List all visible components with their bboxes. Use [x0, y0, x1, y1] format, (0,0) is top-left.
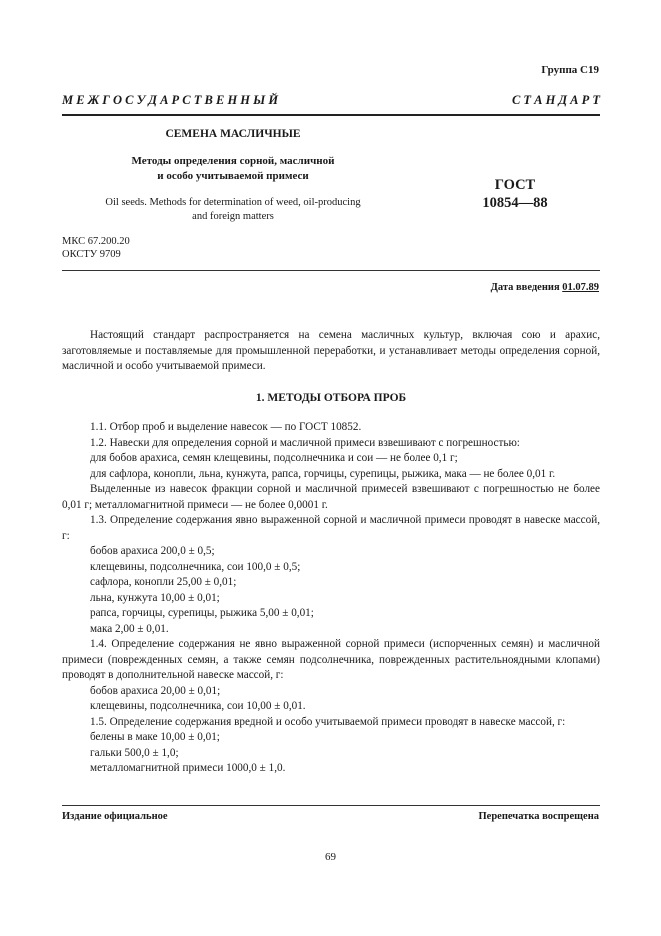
clause-1-3-item: льна, кунжута 10,00 ± 0,01;: [90, 591, 220, 604]
clause-1-1: 1.1. Отбор проб и выделение навесок — по ГОСТ 10852.: [90, 421, 362, 433]
intro-paragraph: Настоящий стандарт распространяется на семена масличных культур, включая сою и арахис, заготовляемые и поставляемые для промышленной переработки, и устанавливает методы определения сорной, масличной и особо учитываемой примеси.: [62, 329, 600, 372]
heading-word-interstate: М Е Ж Г О С У Д А Р С Т В Е Н Н Ы Й: [62, 93, 279, 107]
clause-1-2-item: для бобов арахиса, семян клещевины, подсолнечника и сои — не более 0,1 г;: [90, 452, 458, 464]
heading-word-standard: С Т А Н Д А Р Т: [511, 93, 600, 107]
subtitle-line-1: Методы определения сорной, масличной: [131, 155, 335, 167]
clause-1-3-item: клещевины, подсолнечника, сои 100,0 ± 0,5;: [90, 560, 301, 573]
clause-1-4: 1.4. Определение содержания не явно выраженной сорной примеси (испорченных семян) и масличной примеси (поврежденных семян, а также семян подсолнечника, поврежденных растительноядными клопами) проводят в дополнительной навеске массой, г:: [62, 638, 600, 681]
subtitle-line-2: и особо учитываемой примеси: [157, 170, 309, 182]
english-title: [62, 196, 404, 224]
clause-1-3-item: бобов арахиса 200,0 ± 0,5;: [90, 545, 215, 557]
gost-label: ГОСТ: [494, 177, 536, 193]
clause-1-4-item: бобов арахиса 20,00 ± 0,01;: [90, 684, 221, 697]
intro-date-value: 01.07.89: [562, 282, 599, 293]
clause-1-2-note: Выделенные из навесок фракции сорной и масличной примесей взвешивают с погрешностью не более 0,01 г; металломагнитной примеси — не более 0,0001 г.: [62, 483, 600, 511]
mks-code: МКС 67.200.20: [62, 236, 130, 247]
reprint-prohibited-note: Перепечатка воспрещена: [478, 811, 599, 822]
clause-1-3: 1.3. Определение содержания явно выраженной сорной и масличной примеси проводят в навеске массой, г:: [62, 514, 600, 542]
english-title-line-1: Oil seeds. Methods for determination of weed, oil-producing: [105, 197, 361, 208]
document-title: СЕМЕНА МАСЛИЧНЫЕ: [165, 128, 301, 140]
introduction-date: [491, 282, 599, 293]
okstu-code: ОКСТУ 9709: [62, 249, 121, 260]
document-body: [62, 328, 600, 777]
clause-1-2-item: для сафлора, конопли, льна, кунжута, рапса, горчицы, сурепицы, рыжика, мака — не более 0,01 г.: [90, 467, 556, 480]
classification-codes: [62, 235, 130, 261]
standard-type-heading: [62, 93, 600, 108]
page-number: 69: [325, 851, 336, 863]
clause-1-5-item: гальки 500,0 ± 1,0;: [90, 746, 179, 759]
gost-number: [470, 176, 560, 212]
clause-1-5-item: белены в маке 10,00 ± 0,01;: [90, 731, 220, 743]
clause-1-2: 1.2. Навески для определения сорной и масличной примеси взвешивают с погрешностью:: [90, 436, 520, 449]
clause-1-3-item: рапса, горчицы, сурепицы, рыжика 5,00 ± 0,01;: [90, 607, 314, 619]
official-edition-note: Издание официальное: [62, 811, 168, 822]
gost-code: 10854—88: [482, 195, 548, 211]
clause-1-3-item: мака 2,00 ± 0,01.: [90, 622, 169, 635]
clause-1-4-item: клещевины, подсолнечника, сои 10,00 ± 0,01.: [90, 700, 306, 712]
clause-1-3-item: сафлора, конопли 25,00 ± 0,01;: [90, 576, 237, 588]
codes-rule: [62, 270, 600, 271]
header-rule: [62, 114, 600, 116]
intro-date-label: Дата введения: [490, 282, 560, 293]
clause-1-5: 1.5. Определение содержания вредной и особо учитываемой примеси проводят в навеске массой, г:: [90, 715, 566, 728]
section-heading: 1. МЕТОДЫ ОТБОРА ПРОБ: [255, 391, 407, 404]
document-subtitle: [62, 154, 404, 184]
footer-rule: [62, 805, 600, 806]
group-code: Группа С19: [541, 64, 599, 76]
english-title-line-2: and foreign matters: [192, 211, 274, 222]
clause-1-5-item: металломагнитной примеси 1000,0 ± 1,0.: [90, 762, 286, 774]
